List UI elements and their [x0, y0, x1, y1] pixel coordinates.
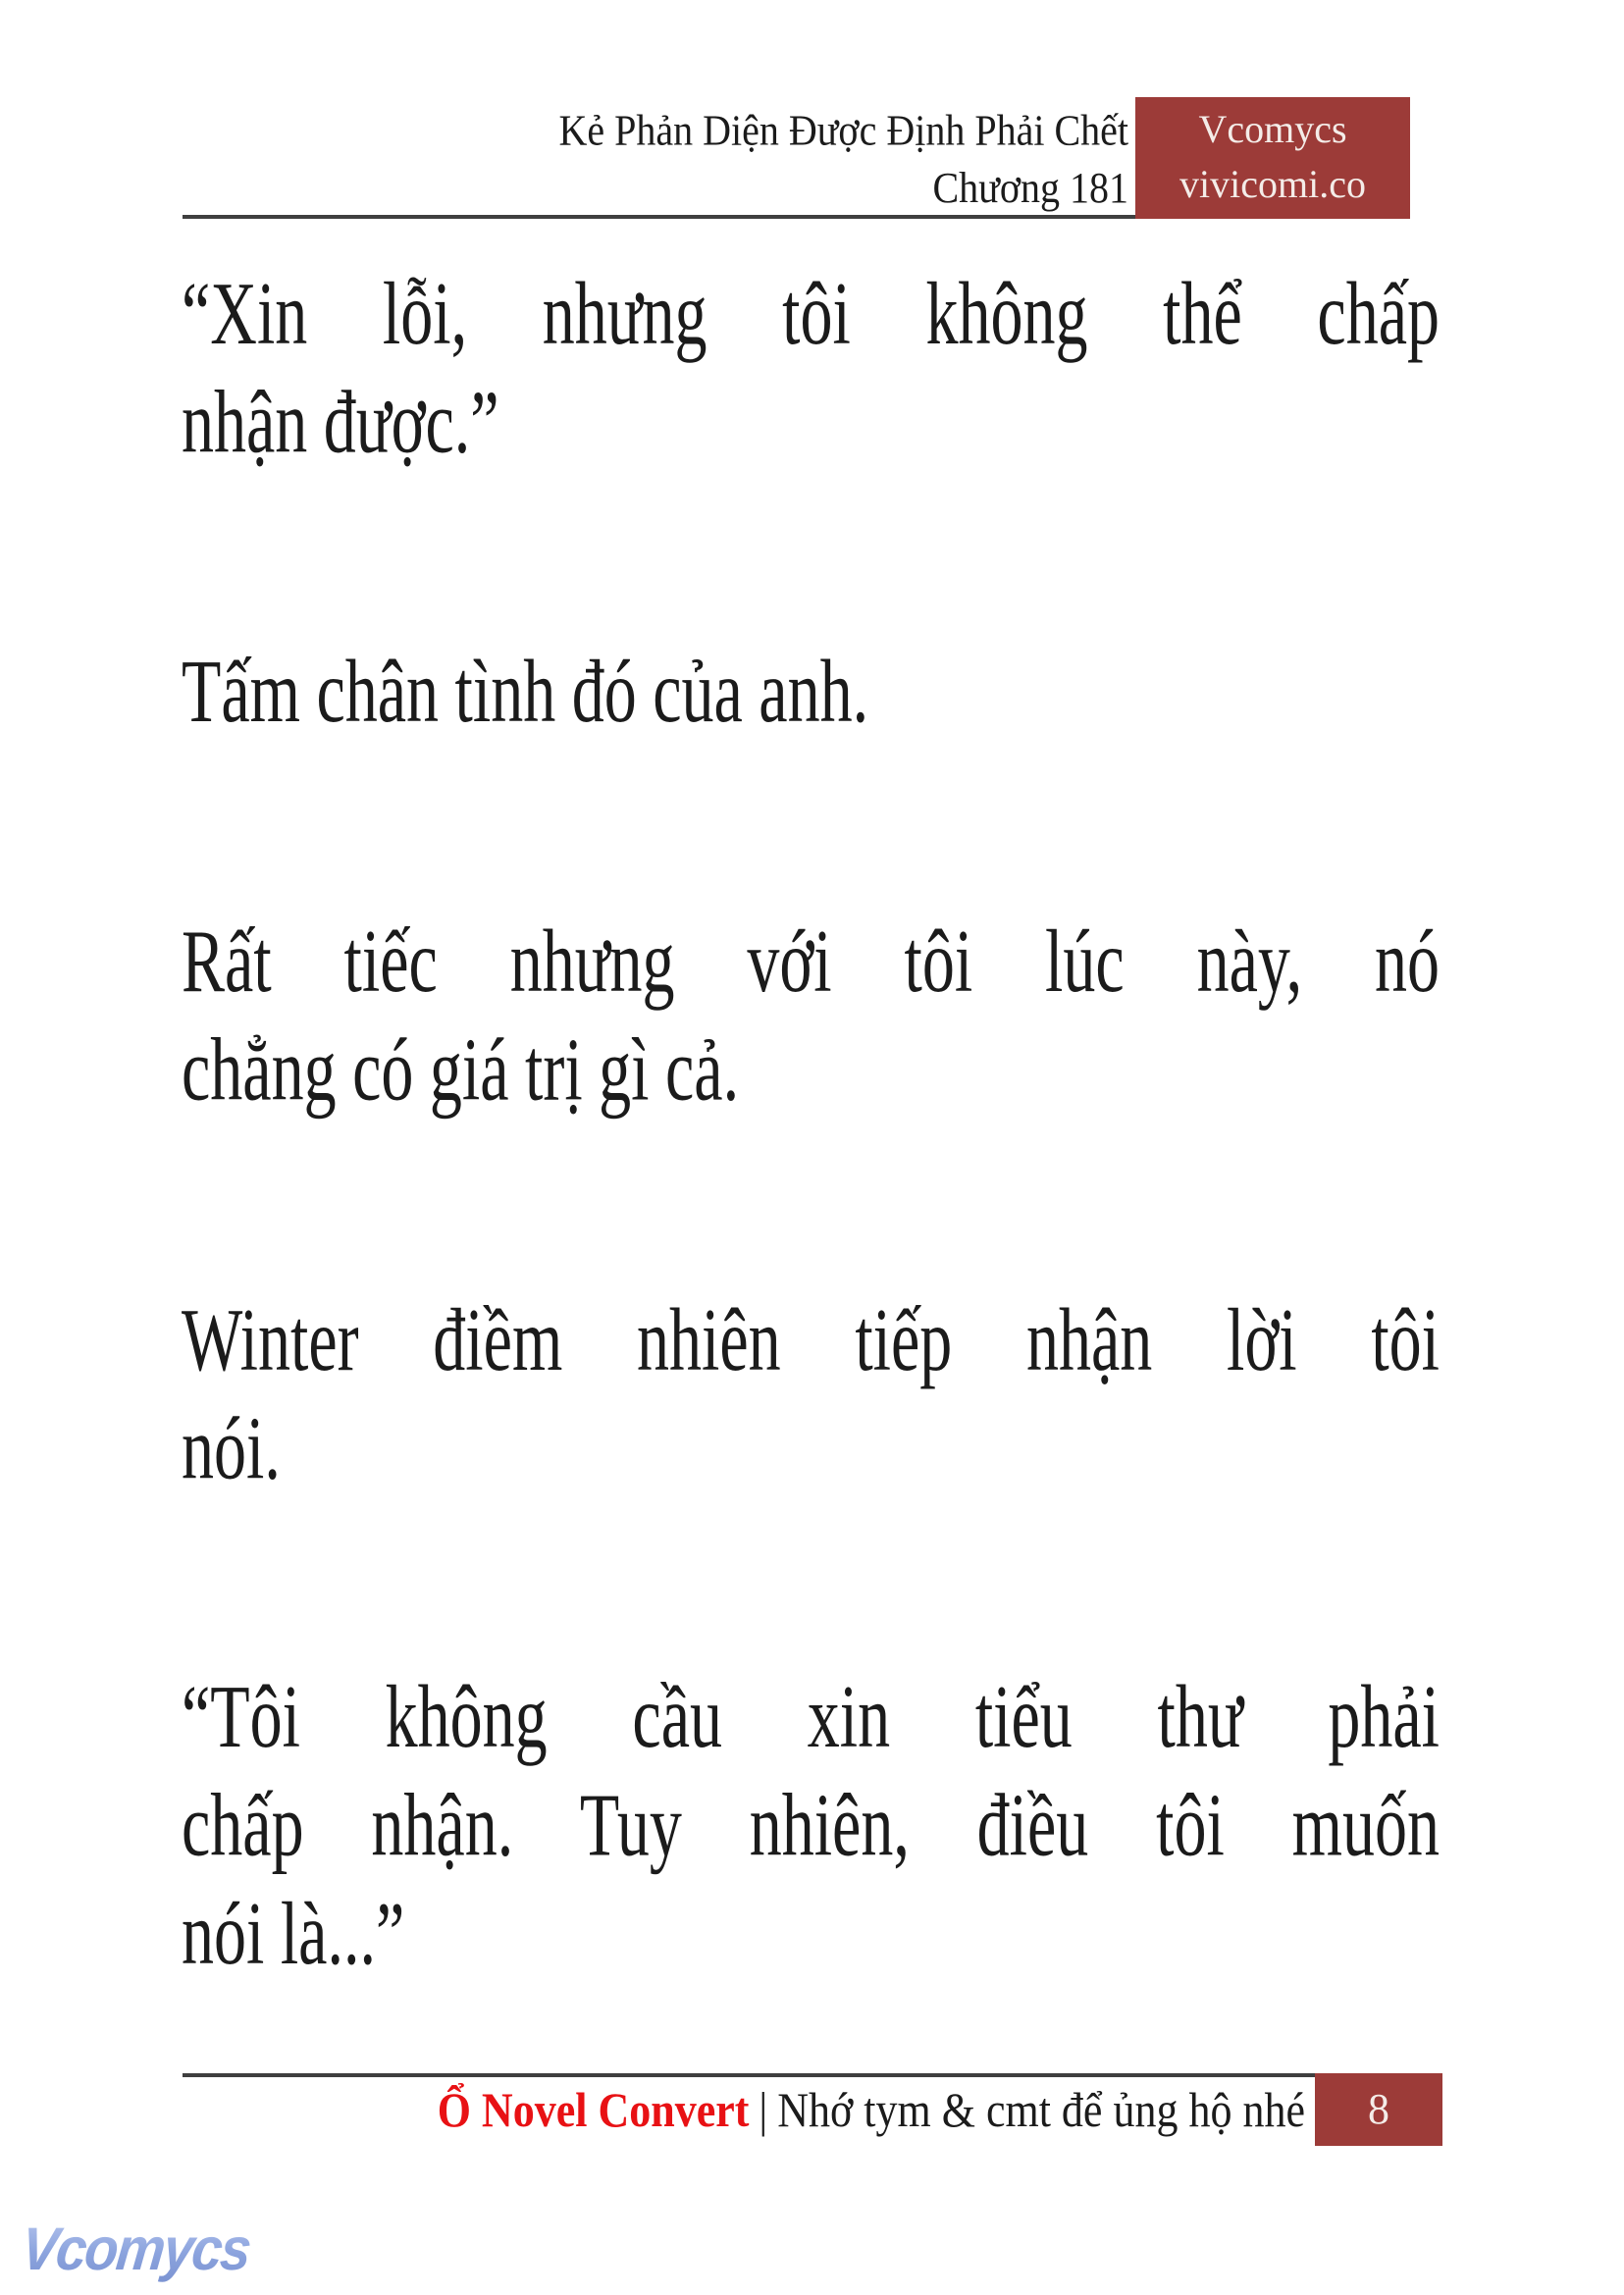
page-footer	[438, 2080, 1305, 2142]
paragraph	[182, 639, 1440, 747]
paragraph	[182, 909, 1440, 1125]
paragraph-line: Rất tiếc nhưng với tôi lúc này, nó	[182, 913, 1440, 1012]
paragraph-line: Winter điềm nhiên tiếp nhận lời tôi	[182, 1291, 1440, 1390]
paragraph	[182, 1287, 1440, 1504]
paragraph-line: Tấm chân tình đó của anh.	[182, 643, 869, 742]
paragraph-line: “Tôi không cầu xin tiểu thư phải	[182, 1668, 1440, 1767]
paragraph-line: chẳng có giá trị gì cả.	[182, 1020, 740, 1121]
footer-note: Nhớ tym & cmt để ủng hộ nhé	[777, 2083, 1305, 2138]
vcomycs-watermark-logo: Vcomycs	[18, 2215, 253, 2283]
brand-name: Vcomycs	[1198, 107, 1347, 151]
paragraph-line: chấp nhận. Tuy nhiên, điều tôi muốn	[182, 1776, 1440, 1876]
page-number-badge	[1315, 2073, 1442, 2146]
paragraph-line: nói.	[182, 1399, 281, 1499]
footer-divider	[183, 2073, 1315, 2077]
paragraph-line: “Xin lỗi, nhưng tôi không thể chấp	[182, 265, 1440, 364]
paragraph-line: nhận được.”	[182, 373, 499, 473]
paragraph-line: nói là...”	[182, 1884, 405, 1984]
header-divider	[183, 215, 1135, 219]
page-number: 8	[1368, 2085, 1389, 2133]
brand-site: vivicomi.co	[1179, 162, 1366, 206]
brand-badge	[1135, 97, 1410, 219]
footer-separator: |	[759, 2083, 768, 2138]
footer-brand: Ổ Novel Convert	[437, 2083, 750, 2138]
page-header	[183, 102, 1128, 216]
chapter-label: Chương 181	[932, 162, 1128, 212]
novel-title: Kẻ Phản Diện Được Định Phải Chết	[558, 105, 1128, 155]
paragraph	[182, 1664, 1440, 1989]
paragraph	[182, 261, 1440, 478]
